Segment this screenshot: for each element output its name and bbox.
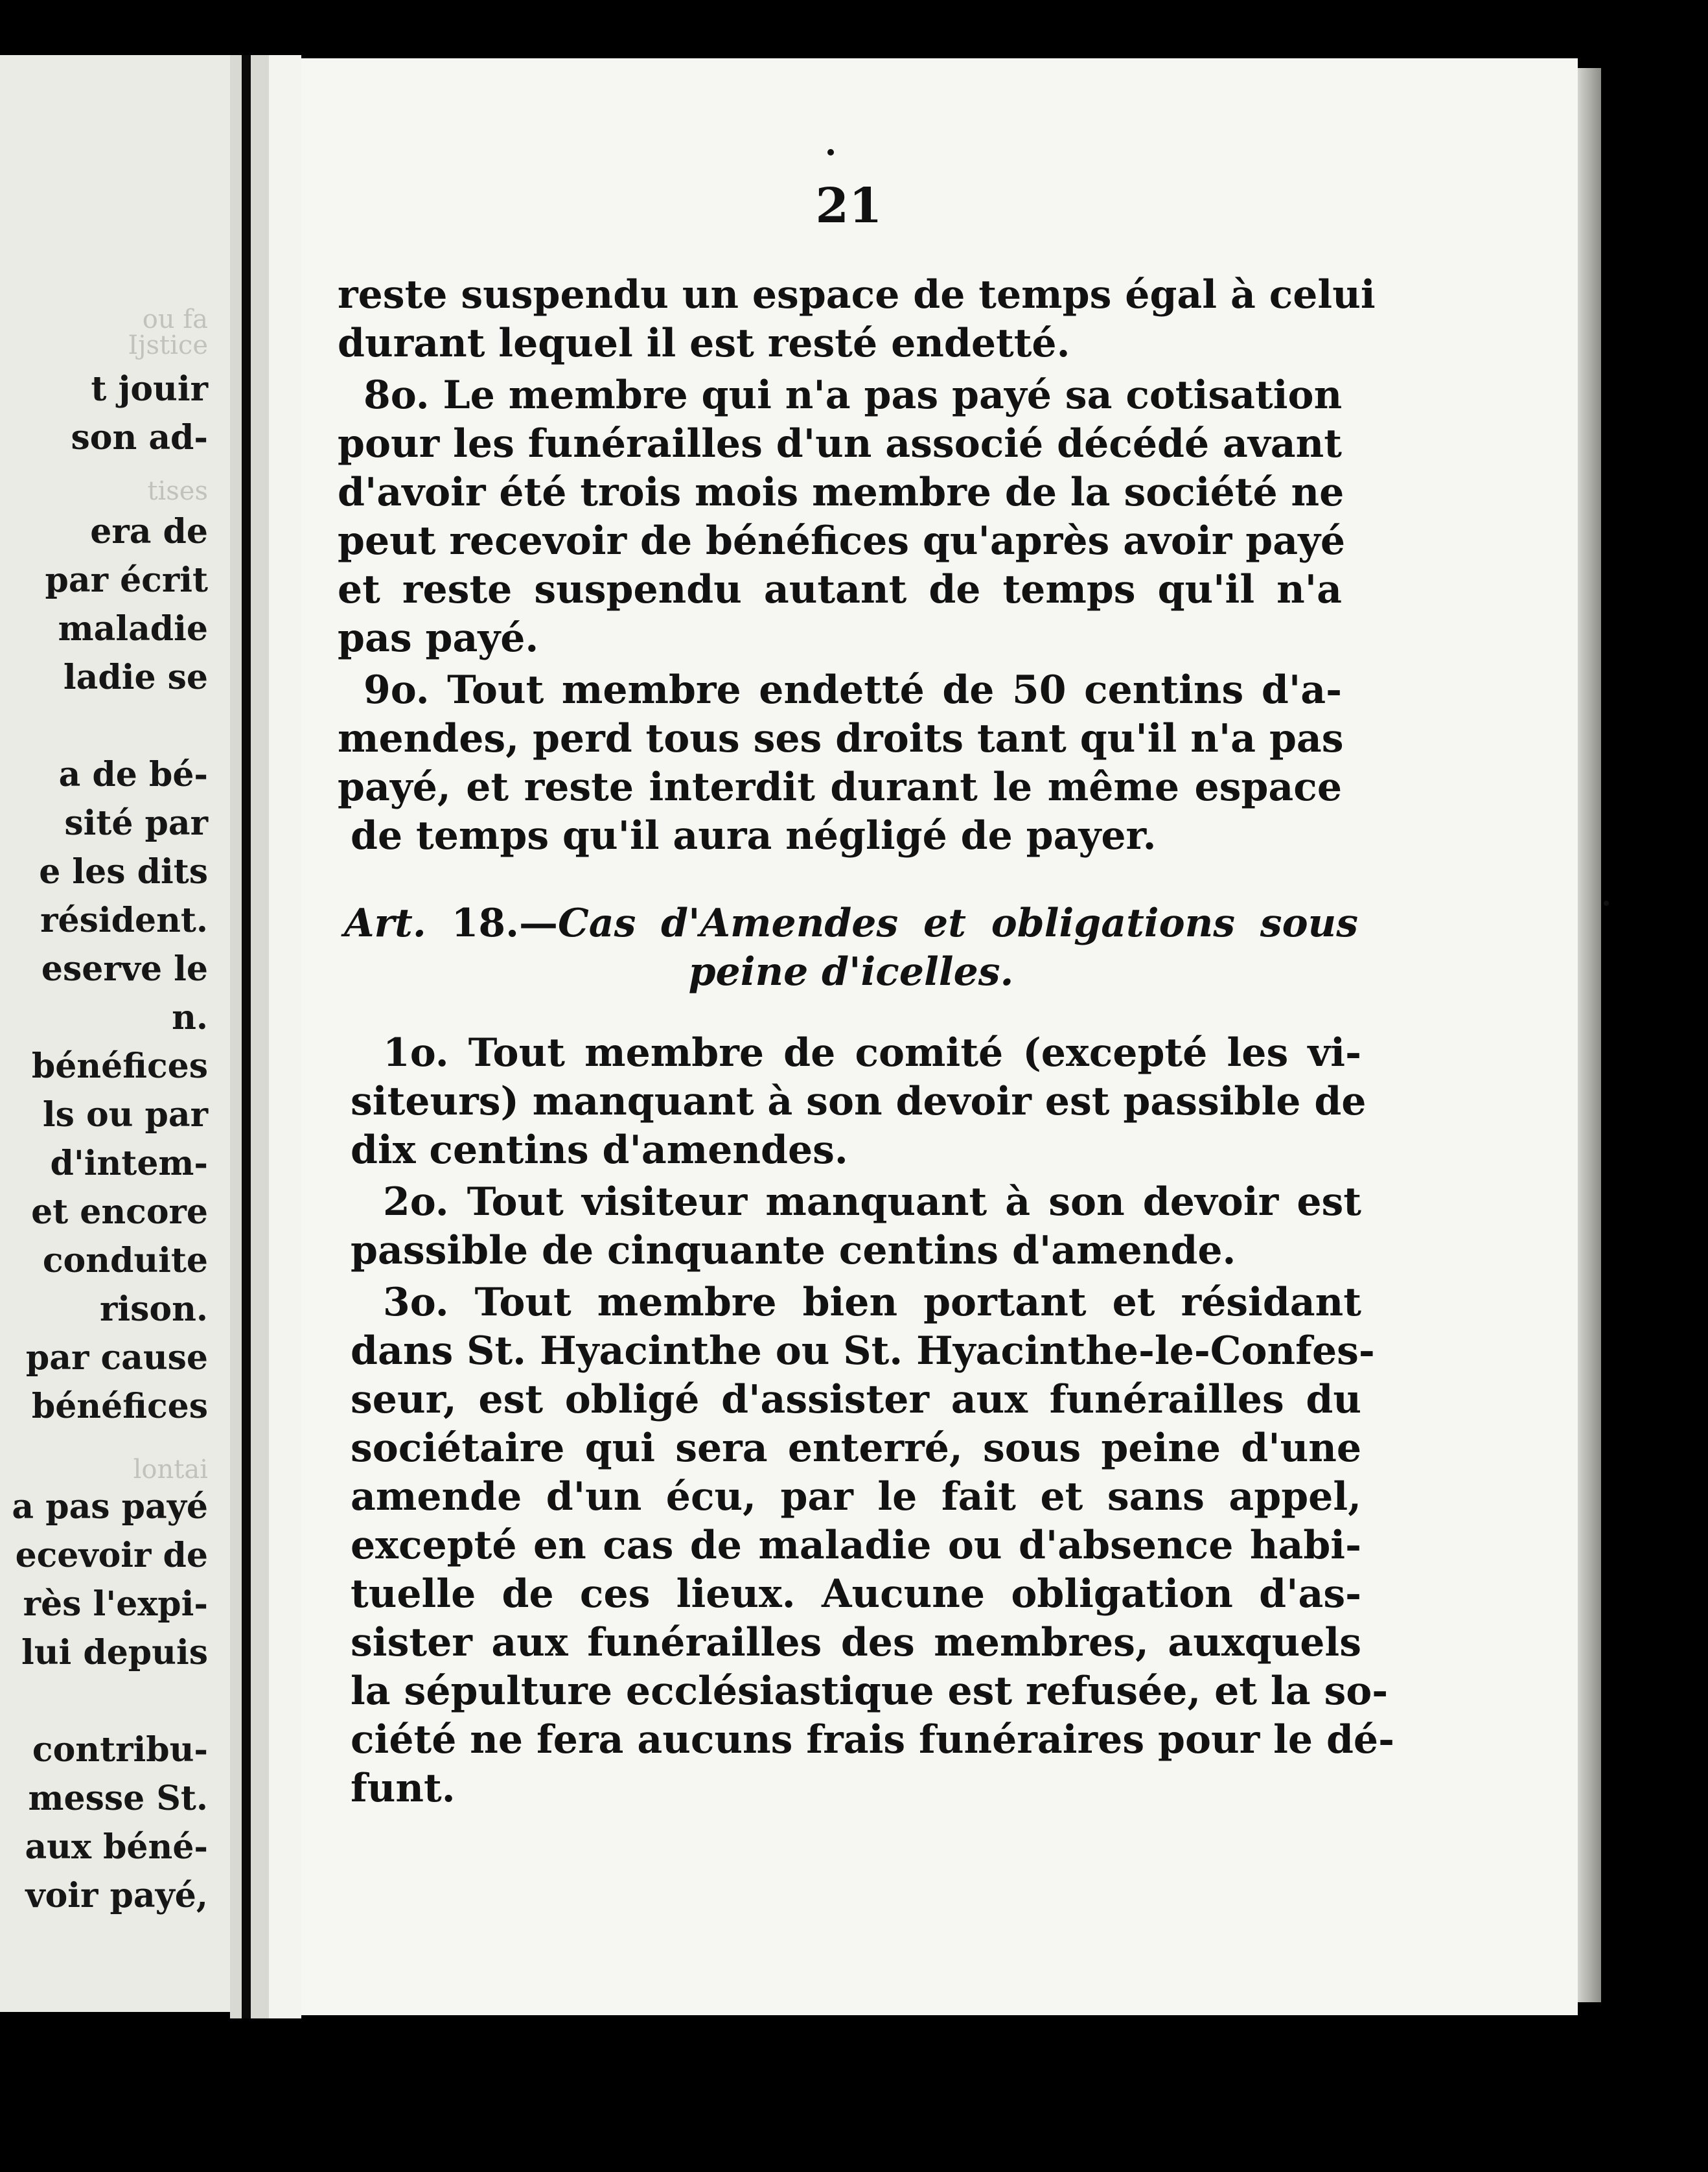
text-line: de temps qu'il aura négligé de payer. xyxy=(351,813,1157,859)
left-text-line: rès l'expi- xyxy=(23,1584,208,1624)
left-text-line: ou fa xyxy=(142,305,208,334)
right-page xyxy=(301,58,1578,2015)
text-line: passible de cinquante centins d'amende. xyxy=(351,1228,1236,1273)
left-text-line: aux béné- xyxy=(25,1827,208,1867)
text-line: reste suspendu un espace de temps égal à celui xyxy=(338,272,1376,318)
left-text-line: maladie xyxy=(58,609,208,649)
left-text-line: sité par xyxy=(64,803,208,843)
ink-speck xyxy=(827,149,834,156)
left-text-line: t jouir xyxy=(91,369,208,409)
left-text-line: par écrit xyxy=(45,560,208,600)
left-text-line: et encore xyxy=(31,1192,208,1232)
text-line: dans St. Hyacinthe ou St. Hyacinthe-le-Confes- xyxy=(351,1328,1375,1374)
text-line: pour les funérailles d'un associé décédé avant xyxy=(338,421,1342,467)
left-text-line: ecevoir de xyxy=(15,1536,208,1575)
left-text-line: eserve le xyxy=(41,949,208,989)
text-line: d'avoir été trois mois membre de la société ne xyxy=(338,470,1344,515)
text-line: seur, est obligé d'assister aux funérailles du xyxy=(351,1377,1361,1422)
left-text-line: résident. xyxy=(40,901,208,940)
text-line: 9o. Tout membre endetté de 50 centins d'a- xyxy=(364,667,1342,713)
article-heading-line-1 xyxy=(344,901,1358,946)
left-text-line: e les dits xyxy=(39,852,208,892)
text-line: la sépulture ecclésiastique est refusée, et la so- xyxy=(351,1669,1389,1714)
left-text-line: tises xyxy=(147,476,208,506)
ink-speck xyxy=(1604,901,1609,906)
text-line: dix centins d'amendes. xyxy=(351,1127,848,1173)
left-text-line: ladie se xyxy=(63,658,208,697)
left-text-line: par cause xyxy=(25,1338,208,1378)
article-title: Cas d'Amendes et obligations sous xyxy=(557,901,1359,946)
text-line: 2o. Tout visiteur manquant à son devoir est xyxy=(383,1179,1361,1225)
text-line: 3o. Tout membre bien portant et résidant xyxy=(383,1280,1361,1325)
text-line: sister aux funérailles des membres, auxquels xyxy=(351,1620,1361,1665)
text-line: excepté en cas de maladie ou d'absence habi- xyxy=(351,1523,1361,1568)
article-dash: — xyxy=(518,901,558,946)
article-heading-line-2: peine d'icelles. xyxy=(688,949,1014,995)
article-number: 18. xyxy=(451,901,519,946)
text-line: et reste suspendu autant de temps qu'il n'a xyxy=(338,567,1342,612)
text-line: mendes, perd tous ses droits tant qu'il n'a pas xyxy=(338,716,1344,761)
text-line: funt. xyxy=(351,1766,456,1811)
left-text-line: ls ou par xyxy=(42,1095,208,1135)
left-text-line: bénéfices xyxy=(31,1387,208,1426)
page-edge xyxy=(1578,68,1601,2002)
left-text-line: son ad- xyxy=(71,418,208,457)
left-text-line: n. xyxy=(172,998,208,1037)
left-text-line: conduite xyxy=(42,1241,208,1280)
text-line: durant lequel il est resté endetté. xyxy=(338,321,1070,366)
left-text-line: contribu- xyxy=(32,1730,208,1770)
article-label: Art. xyxy=(344,901,426,946)
left-text-line: lui depuis xyxy=(21,1633,208,1672)
text-line: 1o. Tout membre de comité (excepté les vi- xyxy=(383,1030,1361,1076)
book-gutter xyxy=(230,55,301,2018)
left-text-line: a de bé- xyxy=(58,755,208,794)
text-line: sociétaire qui sera enterré, sous peine d'une xyxy=(351,1426,1361,1471)
left-text-line: era de xyxy=(90,512,208,551)
text-line: peut recevoir de bénéfices qu'après avoir payé xyxy=(338,518,1346,564)
left-text-line: d'intem- xyxy=(50,1144,208,1183)
text-line: siteurs) manquant à son devoir est passible de xyxy=(351,1079,1367,1124)
left-text-line: bénéfices xyxy=(31,1046,208,1086)
text-line: amende d'un écu, par le fait et sans appel, xyxy=(351,1474,1361,1519)
left-text-line: voir payé, xyxy=(25,1876,208,1915)
left-text-line: rison. xyxy=(99,1289,208,1329)
left-text-line: messe St. xyxy=(28,1779,208,1818)
text-line: payé, et reste interdit durant le même espace xyxy=(338,765,1342,810)
text-line: pas payé. xyxy=(338,616,539,661)
text-line: ciété ne fera aucuns frais funéraires pour le dé- xyxy=(351,1717,1394,1762)
left-page-fragment xyxy=(0,55,230,2012)
text-line: 8o. Le membre qui n'a pas payé sa cotisation xyxy=(364,373,1343,418)
left-text-line: lontai xyxy=(133,1455,208,1485)
left-text-line: a pas payé xyxy=(12,1487,208,1527)
left-text-line: Ijstice xyxy=(128,330,208,360)
page-number: 21 xyxy=(815,178,883,234)
text-line: tuelle de ces lieux. Aucune obligation d'as- xyxy=(351,1571,1361,1617)
